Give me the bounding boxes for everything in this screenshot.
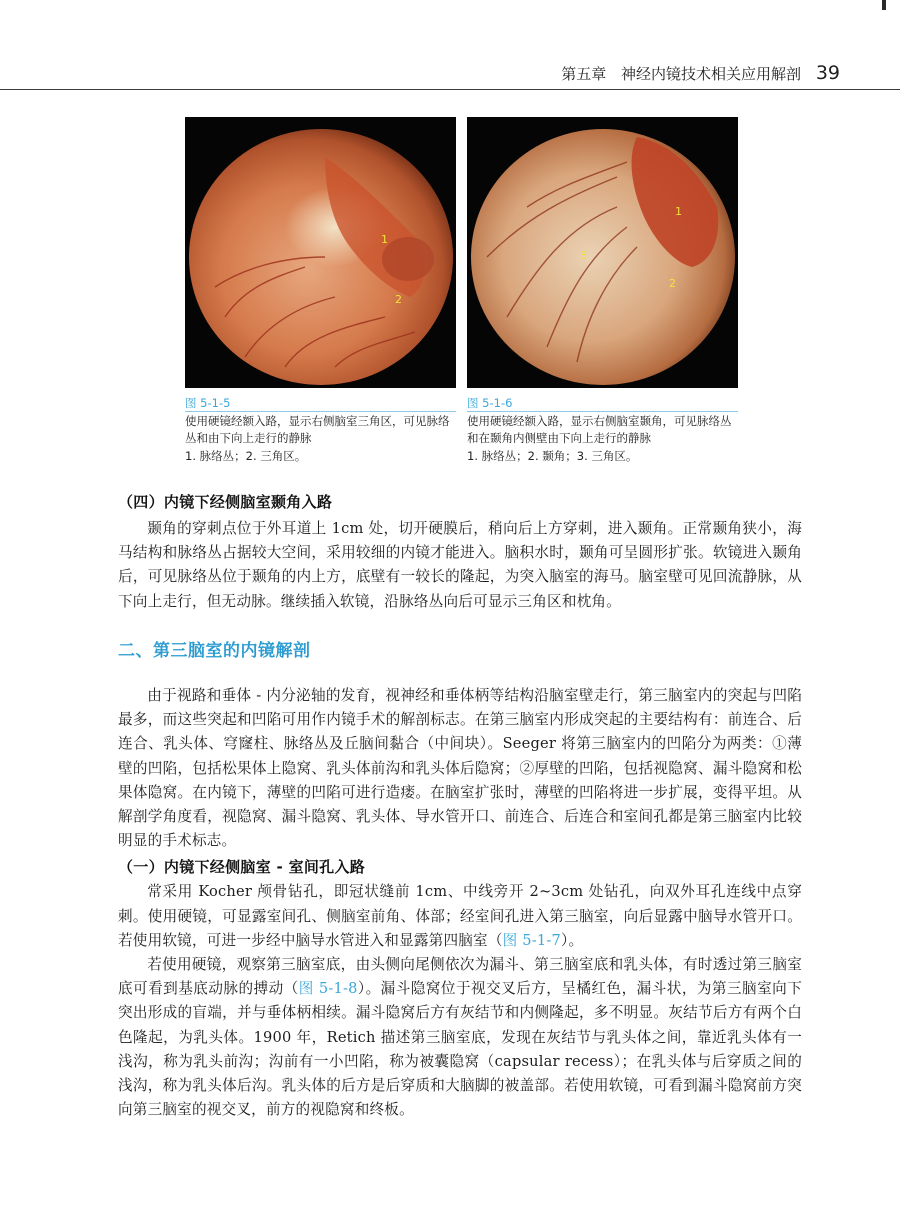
figure-5-1-5 bbox=[185, 117, 456, 465]
running-header bbox=[561, 62, 840, 84]
paragraph-text: ）。 bbox=[561, 931, 584, 949]
body-paragraph bbox=[118, 880, 802, 953]
top-edge-mark bbox=[882, 0, 886, 10]
caption-rule bbox=[185, 411, 456, 412]
figure-legend: 1. 脉络丛；2. 颞角；3. 三角区。 bbox=[467, 449, 638, 463]
endoscopic-photo-trigone bbox=[185, 117, 456, 388]
body-paragraph bbox=[118, 953, 802, 1122]
body-paragraph: 由于视路和垂体 - 内分泌轴的发育，视神经和垂体柄等结构沿脑室壁走行，第三脑室内的突起与凹陷最多，而这些突起和凹陷可用作内镜手术的解剖标志。在第三脑室内形成突起的主要结构有：前连合、后连合、乳头体、穹窿柱、脉络丛及丘脑间黏合（中间块）。Seeger 将第三脑室内的凹陷分为两类：①薄壁的凹陷，包括松果体上隐窝、乳头体前沟和乳头体后隐窝；②厚壁的凹陷，包括视隐窝、漏斗隐窝和松果体隐窝。在内镜下，薄壁的凹陷可进行造瘘。在脑室扩张时，薄壁的凹陷将进一步扩展，变得平坦。从解剖学角度看，视隐窝、漏斗隐窝、乳头体、导水管开口、前连合、后连合和室间孔都是第三脑室内比较明显的手术标志。 bbox=[118, 687, 802, 850]
figure-caption-text: 使用硬镜经额入路，显示右侧脑室颞角，可见脉络丛和在颞角内侧壁由下向上走行的静脉 bbox=[467, 414, 732, 445]
figure-caption-text: 使用硬镜经额入路，显示右侧脑室三角区，可见脉络丛和由下向上走行的静脉 bbox=[185, 414, 450, 445]
paragraph-text: 常采用 Kocher 颅骨钻孔，即冠状缝前 1cm、中线旁开 2~3cm 处钻孔，向双外耳孔连线中点穿刺。使用硬镜，可显露室间孔、侧脑室前角、体部；经室间孔进入第三脑室，向后显露中脑导水管开口。若使用软镜，可进一步经中脑导水管进入和显露第四脑室（ bbox=[118, 883, 802, 949]
figure-caption bbox=[185, 396, 456, 465]
figure2-label-1: 1 bbox=[675, 205, 682, 218]
chapter-label: 第五章 bbox=[561, 65, 607, 83]
top-edge bbox=[0, 0, 900, 10]
figure-number: 图 5-1-5 bbox=[185, 396, 231, 410]
figure-legend: 1. 脉络丛；2. 三角区。 bbox=[185, 449, 307, 463]
figure-reference-link[interactable]: 图 5-1-8 bbox=[298, 980, 358, 998]
figure-reference-link[interactable]: 图 5-1-7 bbox=[502, 931, 561, 949]
figure-number: 图 5-1-6 bbox=[467, 396, 513, 410]
subsection-heading: （四）内镜下经侧脑室颞角入路 bbox=[118, 493, 333, 511]
figure1-label-2: 2 bbox=[395, 293, 402, 306]
figure1-label-1: 1 bbox=[381, 233, 388, 246]
figure-5-1-6 bbox=[467, 117, 738, 465]
endoscopic-photo-temporal-horn bbox=[467, 117, 738, 388]
paragraph-text: 若使用硬镜，观察第三脑室底，由头侧向尾侧依次为漏斗、第三脑室底和乳头体，有时透过第三脑室底可看到基底动脉的搏动（ bbox=[118, 956, 802, 998]
body-paragraph: 颞角的穿刺点位于外耳道上 1cm 处，切开硬膜后，稍向后上方穿刺，进入颞角。正常颞角狭小，海马结构和脉络丛占据较大空间，采用较细的内镜才能进入。脑积水时，颞角可呈圆形扩张。软镜进入颞角后，可见脉络丛位于颞角的内上方，底壁有一较长的隆起，为突入脑室的海马。脑室壁可见回流静脉，从下向上走行，但无动脉。继续插入软镜，沿脉络丛向后可显示三角区和枕角。 bbox=[118, 520, 802, 610]
figure2-label-2: 2 bbox=[669, 277, 676, 290]
section-heading: 二、第三脑室的内镜解剖 bbox=[118, 641, 311, 661]
section-third-ventricle bbox=[118, 684, 802, 1122]
header-rule bbox=[0, 89, 900, 90]
page-number: 39 bbox=[815, 62, 840, 84]
figure2-label-3: 3 bbox=[580, 249, 587, 262]
chapter-title: 神经内镜技术相关应用解剖 bbox=[621, 65, 802, 83]
caption-rule bbox=[467, 411, 738, 412]
section-temporal-horn bbox=[118, 491, 802, 614]
subsection-heading: （一）内镜下经侧脑室 - 室间孔入路 bbox=[118, 858, 366, 877]
figure-caption bbox=[467, 396, 738, 465]
paragraph-text: ）。漏斗隐窝位于视交叉后方，呈橘红色，漏斗状，为第三脑室向下突出形成的盲端，并与垂体柄相续。漏斗隐窝后方有灰结节和内侧隆起，多不明显。灰结节后方有两个白色隆起，为乳头体。1900 年，Retich 描述第三脑室底，发现在灰结节与乳头体之间，靠近乳头体有一浅沟，称为乳头前沟；沟前有一小凹陷，称为被囊隐窝（capsular recess）；在乳头体与后穿质之间的浅沟，称为乳头体后沟。乳头体的后方是后穿质和大脑脚的被盖部。若使用软镜，可看到漏斗隐窝前方突向第三脑室的视交叉，前方的视隐窝和终板。 bbox=[118, 980, 803, 1119]
